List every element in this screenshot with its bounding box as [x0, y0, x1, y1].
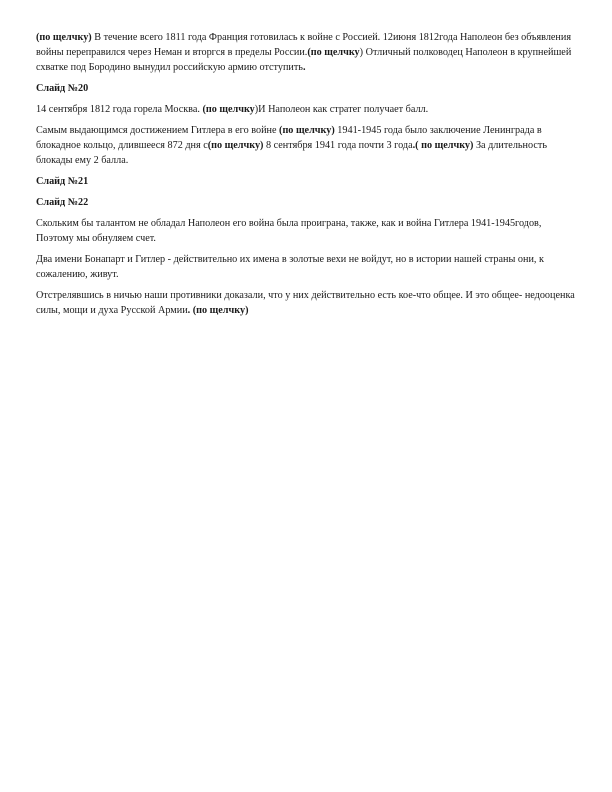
paragraph-score-reset: Скольким бы талантом не обладал Наполеон его война была проиграна, также, как и война Гитлера 1941-1945годов, Поэтому мы обнуляем счет. [36, 218, 542, 244]
slide-heading-22: Слайд №22 [36, 197, 89, 208]
paragraph-text: Отстрелявшись в ничью наши противники доказали, что у них действительно есть кое-что общее. И это общее- недооценка силы, мощи и духа Русской Армии [36, 290, 575, 316]
paragraph-napoleon-invasion [36, 30, 577, 75]
paragraph-moscow-fire [36, 102, 577, 117]
paragraph-text: ) Отличный полководец Наполеон в крупнейшей схватке под Бородино вынудил российскую армию отступить [36, 47, 572, 73]
bold-period: . [302, 62, 306, 73]
click-cue: (по щелчку [307, 47, 360, 58]
paragraph-conclusion [36, 288, 577, 318]
click-cue: .( по щелчку) [412, 140, 474, 151]
paragraph-text: За длительность блокады ему 2 балла. [36, 140, 547, 166]
click-cue: (по щелчку [202, 104, 255, 115]
click-cue: (по щелчку) [279, 125, 335, 136]
slide-heading-21: Слайд №21 [36, 176, 89, 187]
click-cue: . (по щелчку) [187, 305, 249, 316]
paragraph-two-names: Два имени Бонапарт и Гитлер - действительно их имена в золотые вехи не войдут, но в истории нашей страны они, к сожалению, живут. [36, 254, 544, 280]
slide-heading-20: Слайд №20 [36, 83, 89, 94]
paragraph-text: 14 сентября 1812 года горела Москва. [36, 104, 203, 115]
paragraph-text: 8 сентября 1941 года почти 3 года [263, 140, 413, 151]
click-cue: (по щелчку) [36, 32, 92, 43]
paragraph-text: В течение всего 1811 года Франция готовилась к войне с Россией. 12июня 1812года Наполеон без объявления войны переправился через Неман и вторгся в пределы России. [36, 32, 572, 58]
paragraph-leningrad-blockade [36, 123, 577, 168]
click-cue: (по щелчку) [207, 140, 264, 151]
paragraph-text: )И Наполеон как стратег получает балл. [254, 104, 429, 115]
paragraph-text: 1941-1945 года было заключение Ленинграда в блокадное кольцо, длившееся 872 дня с [36, 125, 542, 151]
paragraph-text: Самым выдающимся достижением Гитлера в его войне [36, 125, 280, 136]
document-page [36, 30, 577, 324]
